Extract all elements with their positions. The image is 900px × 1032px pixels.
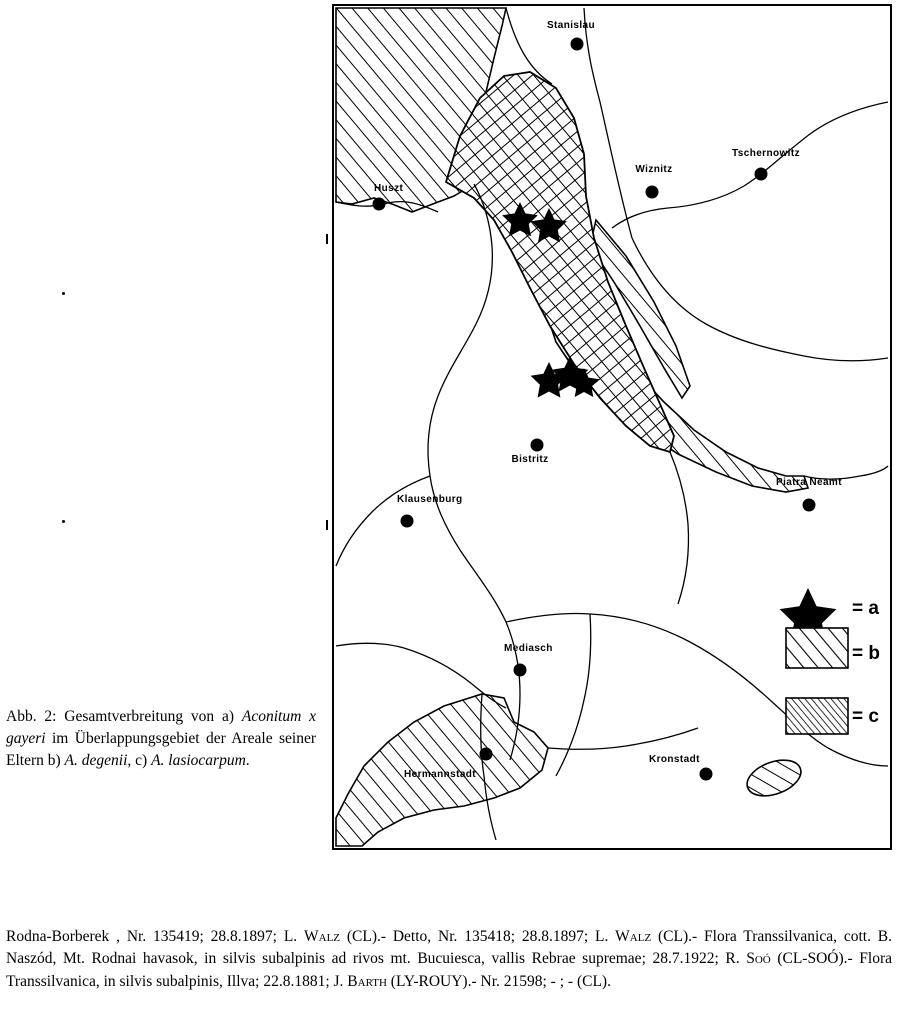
body-paragraph: [6, 926, 892, 993]
city-dot: [803, 499, 816, 512]
city-label: Wiznitz: [635, 164, 673, 175]
body-text-run: (LY-ROUY).- Nr. 21598; - ; - (CL).: [386, 972, 611, 990]
city-dot: [480, 748, 493, 761]
author-name: Walz: [304, 928, 341, 945]
body-text-run: (CL-SOÓ).- Flora Transsilvanica, in silvis subalpinis, Illva; 22.8.1881; J.: [6, 950, 892, 990]
caption-part-3: , c): [127, 752, 152, 769]
body-text-run: (CL).- Flora Transsilvanica, cott. B. Naszód, Mt. Rodnai havasok, in silvis subalpinis ad rivos mt. Bucuiesca, vallis Rebrae supremae; 28.7.1922; R.: [6, 928, 892, 968]
scan-speck: [326, 520, 328, 530]
scan-speck: [62, 520, 65, 523]
city-dot: [514, 664, 527, 677]
caption-part-4: .: [245, 752, 250, 769]
author-name: Walz: [615, 928, 652, 945]
legend-label-b: = b: [852, 643, 880, 664]
city-label: Klausenburg: [397, 494, 463, 505]
author-name: Barth: [347, 972, 387, 990]
legend-label-a: = a: [852, 598, 879, 619]
city-dot: [531, 439, 544, 452]
area-c-narrow-hatch: [446, 72, 674, 452]
figure-map: [332, 4, 892, 850]
body-text-run: Rodna-Borberek , Nr. 135419; 28.8.1897; L.: [6, 928, 305, 945]
legend-hatch-wide-symbol: [786, 628, 848, 668]
city-dot: [401, 515, 414, 528]
city-dot: [700, 768, 713, 781]
city-label: Hermannstadt: [404, 769, 477, 780]
city-label: Kronstadt: [649, 754, 700, 765]
caption-species-1: Aconitum x gayeri: [6, 708, 316, 747]
city-label: Tschernowitz: [732, 148, 800, 159]
city-dot: [646, 186, 659, 199]
distribution-map: [334, 6, 890, 848]
scan-speck: [326, 234, 328, 244]
city-label: Bistritz: [511, 454, 549, 465]
legend-label-c: = c: [852, 706, 879, 727]
city-dot: [755, 168, 768, 181]
city-label: Huszt: [374, 183, 404, 194]
map-legend: [780, 588, 848, 734]
city-label: Stanislau: [546, 20, 596, 31]
figure-caption: [6, 706, 316, 772]
map-frame: [332, 4, 892, 850]
caption-part-1: Abb. 2: Gesamtverbreitung von a): [6, 708, 242, 725]
city-label: Mediasch: [504, 643, 553, 654]
body-text-run: (CL).- Detto, Nr. 135418; 28.8.1897; L.: [340, 928, 616, 945]
caption-part-2: im Überlappungsgebiet der Areale seiner Eltern b): [6, 730, 316, 769]
caption-species-3: A. lasiocarpum: [151, 752, 246, 769]
caption-species-2: A. degenii: [64, 752, 128, 769]
city-dot: [373, 198, 386, 211]
city-dot: [571, 38, 584, 51]
author-name: Soó: [746, 950, 771, 968]
city-label: Piatra Neamt: [776, 477, 842, 488]
legend-hatch-narrow-symbol: [786, 698, 848, 734]
scan-speck: [62, 292, 65, 295]
